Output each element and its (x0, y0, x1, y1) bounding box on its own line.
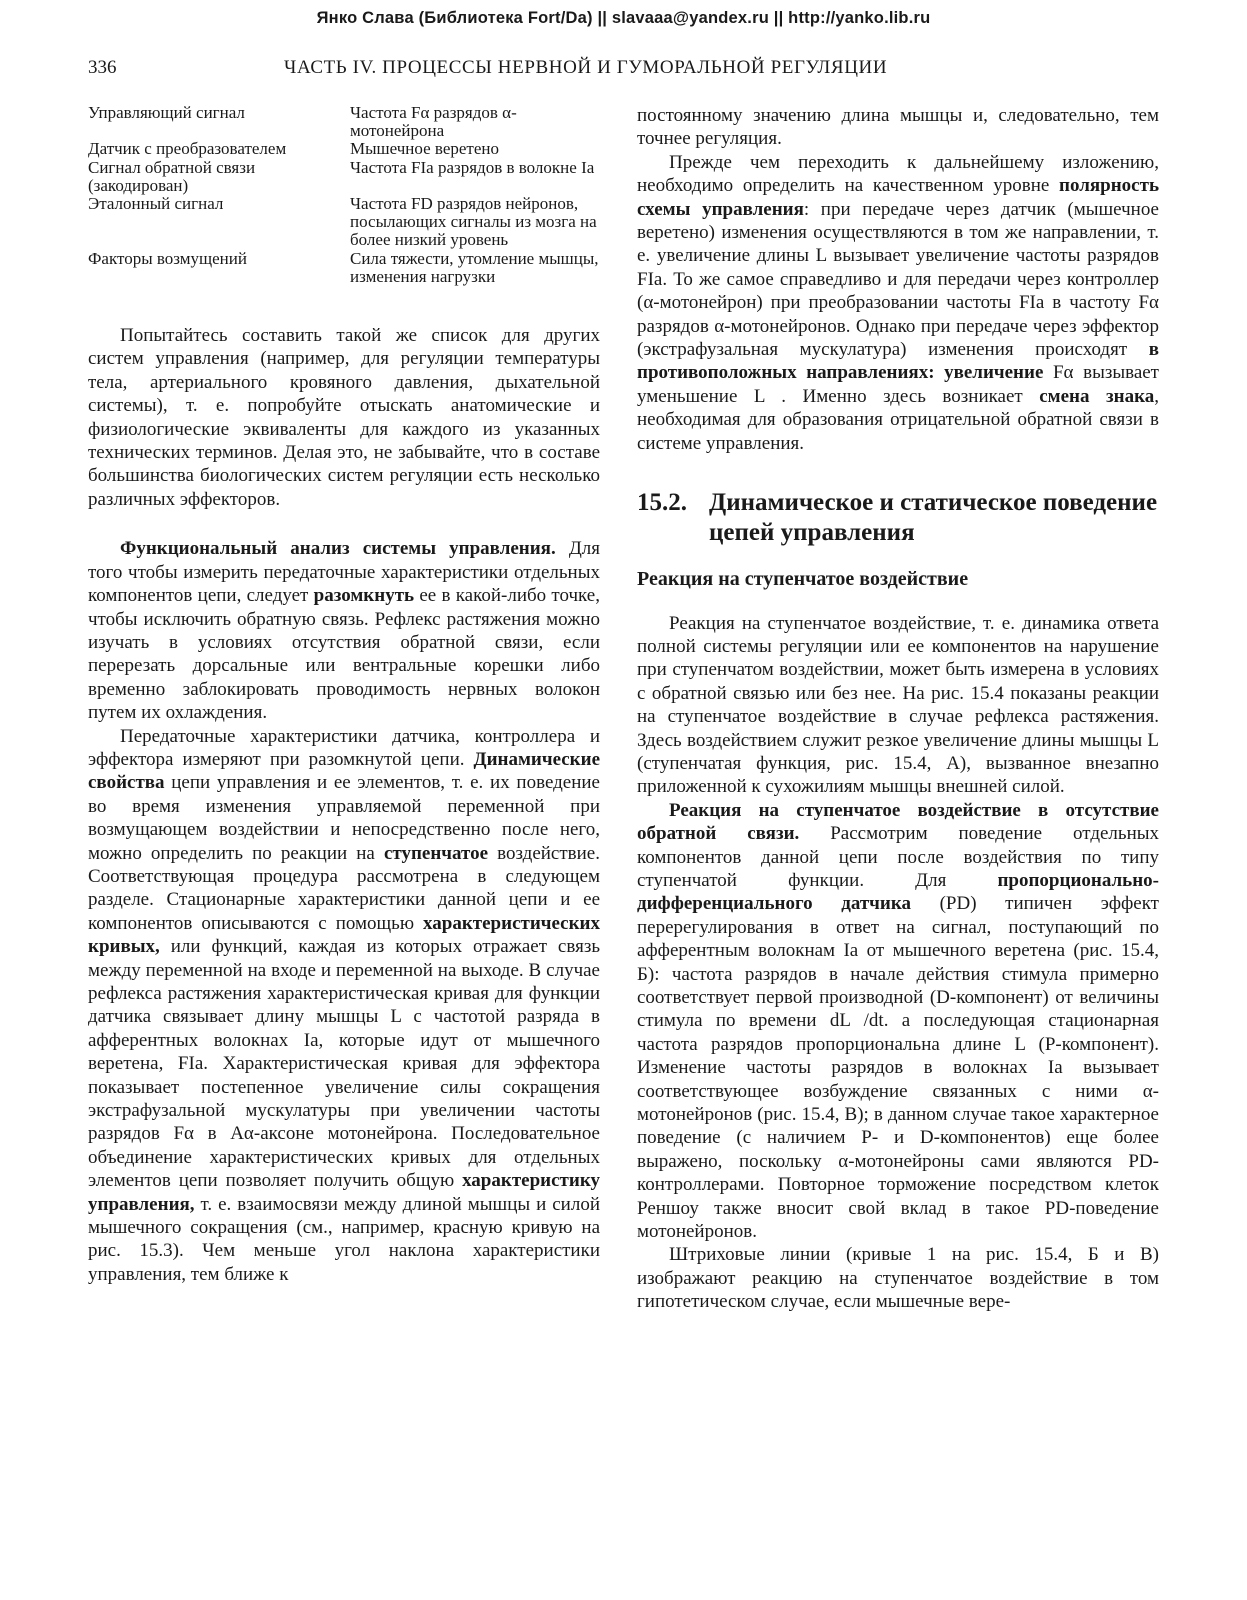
section-number: 15.2. (637, 489, 687, 517)
section-title: Динамическое и статическое поведение цепей управления (709, 489, 1158, 547)
definition-term: Эталонный сигнал (88, 194, 224, 214)
subsection-heading: Реакция на ступенчатое воздействие (637, 568, 969, 591)
paragraph: Попытайтесь составить такой же список для других систем управления (например, для регуляции температуры тела, артериального кровяного давления, дыхательной системы), т. е. попробуйте отыскать анатомические и физиологические эквиваленты для каждого из указанных технических терминов. Делая это, не забывайте, что в составе большинства биологических систем регуляции есть несколько различных эффекторов. (88, 325, 600, 510)
definition-desc: Частота FIa разрядов в волокне Ia (350, 157, 595, 177)
library-banner: Янко Слава (Библиотека Fort/Da) || slavaaa@yandex.ru || http://yanko.lib.ru (316, 9, 931, 27)
inline-heading: Функциональный анализ системы управления. (120, 538, 556, 560)
paragraph: Штриховые линии (кривые 1 на рис. 15.4, Б и В) изображают реакцию на ступенчатое воздействие в том гипотетическом случае, если мышечные вере- (637, 1244, 1159, 1313)
paragraph: Реакция на ступенчатое воздействие, т. е. динамика ответа полной системы регуляции или ее компонентов на нарушение при ступенчатом воздействии, может быть измерена в условиях с обратной связью или без нее. На рис. 15.4 показаны реакции на ступенчатое воздействие в случае рефлекса растяжения. Здесь воздействием служит резкое увеличение длины мышцы L (ступенчатая функция, рис. 15.4, А), вызванное внезапно приложенной к сухожилиям мышцы внешней силой. (637, 612, 1159, 798)
definition-desc: Частота Fα разрядов α-мотонейрона (350, 103, 517, 141)
definition-desc: Мышечное веретено (350, 139, 499, 159)
definition-desc: Частота FD разрядов нейронов, посылающих сигналы из мозга на более низкий уровень (350, 194, 597, 250)
right-column (637, 104, 1159, 1314)
paragraph: Передаточные характеристики датчика, контроллера и эффектора измеряют при разомкнутой цепи. Динамические свойства цепи управления и ее элементов, т. е. их поведение во время изменения управляемой переменной при возмущающем воздействии и непосредственно после него, можно определить по реакции на ступенчатое воздействие. Соответствующая процедура рассмотрена в следующем разделе. Стационарные характеристики данной цепи и ее компонентов описываются с помощью характеристических кривых, или функций, каждая из которых отражает связь между переменной на входе и переменной на выходе. В случае рефлекса растяжения характеристическая кривая для функции датчика связывает длину мышцы L с частотой разряда в афферентных волокнах Ia, которые идут от мышечного веретена, FIa. Характеристическая кривая для эффектора показывает постепенное увеличение силы сокращения экстрафузальной мускулатуры при увеличении частоты разрядов Fα в Aα-аксоне мотонейрона. Последовательное объединение характеристических кривых для отдельных элементов цепи позволяет получить общую характеристику управления, т. е. взаимосвязи между длиной мышцы и силой мышечного сокращения (см., например, красную кривую на рис. 15.3). Чем меньше угол наклона характеристики управления, тем ближе к (88, 725, 600, 1285)
definition-term: Датчик с преобразователем (88, 139, 287, 159)
section-heading (637, 488, 1159, 548)
definition-desc: Сила тяжести, утомление мышцы, изменения нагрузки (350, 248, 599, 286)
running-title: ЧАСТЬ IV. ПРОЦЕССЫ НЕРВНОЙ И ГУМОРАЛЬНОЙ РЕГУЛЯЦИИ (284, 57, 888, 78)
definition-term: Управляющий сигнал (88, 103, 245, 122)
definition-table (88, 104, 600, 286)
paragraph: Прежде чем переходить к дальнейшему изложению, необходимо определить на качественном уровне полярность схемы управления: при передаче через датчик (мышечное веретено) изменения осуществляются в том же направлении, т. е. увеличение длины L вызывает увеличение частоты разрядов FIa. То же самое справедливо и для передачи через контроллер (α-мотонейрон) при преобразовании частоты FIa в частоту Fα разрядов α-мотонейронов. Однако при передаче через эффектор (экстрафузальная мускулатура) изменения происходят в противоположных направлениях: увеличение Fα вызывает уменьшение L . Именно здесь возникает смена знака, необходимая для образования отрицательной обратной связи в системе управления. (637, 151, 1159, 454)
definition-term: Сигнал обратной связи (закодирован) (88, 157, 256, 195)
definition-term: Факторы возмущений (88, 248, 247, 268)
left-column (88, 104, 600, 1286)
paragraph: Реакция на ступенчатое воздействие в отсутствие обратной связи. Рассмотрим поведение отдельных компонентов данной цепи после воздействия по типу ступенчатой функции. Для пропорционально-дифференциального датчика (PD) типичен эффект перерегулирования в ответ на сигнал, поступающий по афферентным волокнам Ia от мышечного веретена (рис. 15.4, Б): частота разрядов в начале действия стимула примерно соответствует первой производной (D-компонент) от величины стимула по времени dL /dt. а последующая стационарная частота разрядов пропорциональна длине L (P-компонент). Изменение частоты разрядов в волокнах Ia вызывает соответствующее возбуждение связанных с ними α-мотонейронов (рис. 15.4, В); в данном случае такое характерное поведение (с наличием P- и D-компонентов) еще более выражено, поскольку α-мотонейроны сами являются PD-контроллерами. Повторное торможение посредством клеток Реншоу также вносит свой вклад в такое PD-поведение мотонейронов. (637, 799, 1160, 1243)
paragraph: Функциональный анализ системы управления. Для того чтобы измерить передаточные характеристики отдельных компонентов цепи, следует разомкнуть ее в какой-либо точке, чтобы исключить обратную связь. Рефлекс растяжения можно изучать в условиях отсутствия обратной связи, если перерезать дорсальные или вентральные корешки либо временно заблокировать проводимость нервных волокон путем их охлаждения. (88, 538, 600, 724)
page-number: 336 (88, 57, 117, 78)
paragraph: постоянному значению длина мышцы и, следовательно, тем точнее регуляция. (637, 105, 1159, 150)
